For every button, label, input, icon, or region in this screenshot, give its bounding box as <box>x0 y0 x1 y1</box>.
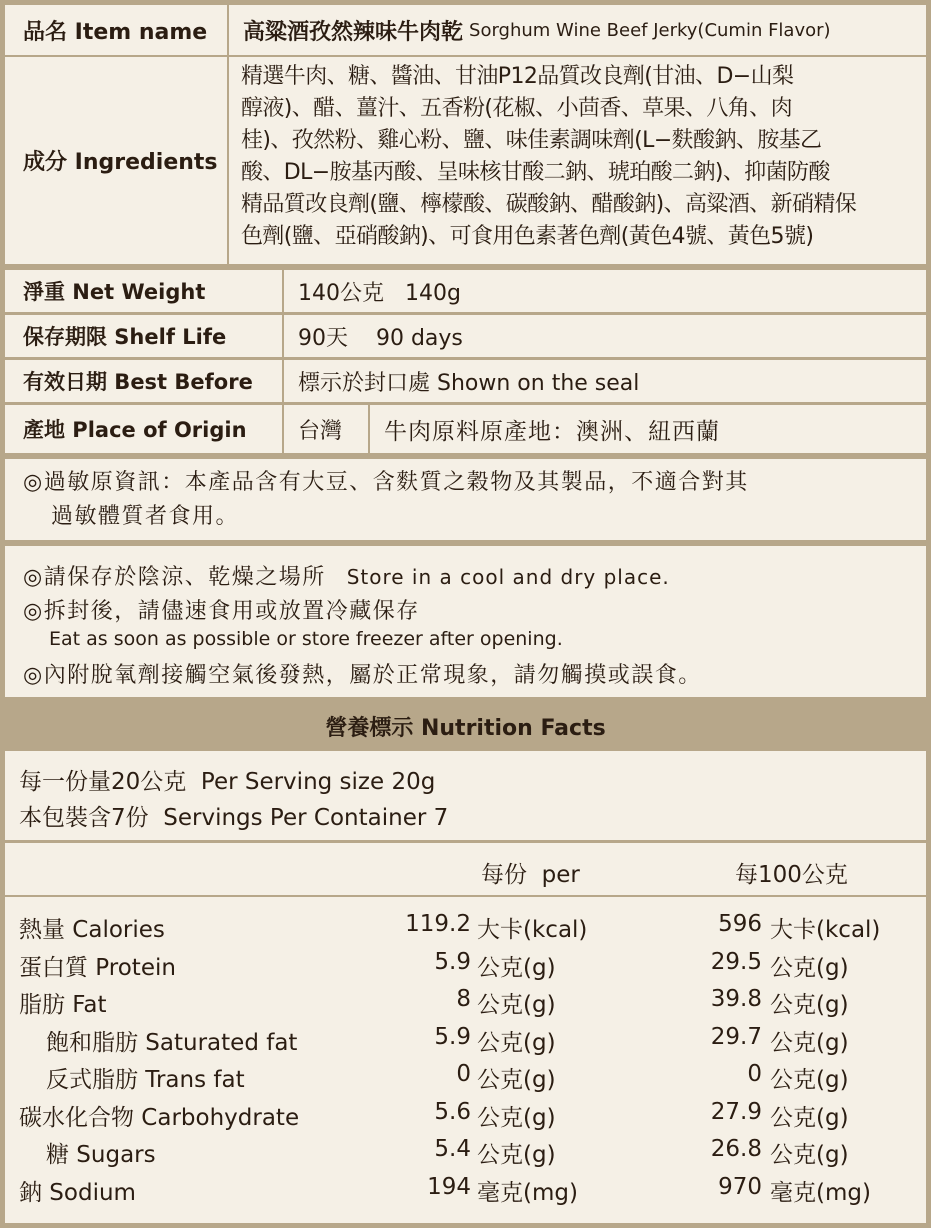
net-weight-row <box>5 270 926 312</box>
allergen-line: ◎過敏原資訊：本產品含有大豆、含麩質之穀物及其製品，不適合對其 <box>23 470 749 495</box>
origin-country: 台灣 <box>298 418 343 444</box>
nutrient-name: 飽和脂肪 Saturated fat <box>46 1030 298 1056</box>
nutrition-row <box>5 986 926 1023</box>
ingredients-label: 成分 Ingredients <box>23 150 218 175</box>
nutrition-row <box>5 949 926 986</box>
nutrient-value-per-100g: 29.5 <box>710 949 762 975</box>
nutrient-value-per-100g: 27.9 <box>710 1099 762 1125</box>
net-weight-label: 淨重 Net Weight <box>23 280 206 304</box>
storage-block <box>5 546 926 697</box>
nutrient-value-per-100g: 29.7 <box>710 1024 762 1050</box>
nutrient-unit: 公克(g) <box>770 955 849 981</box>
nutrient-unit: 公克(g) <box>770 992 849 1018</box>
ingredients-line: 精品質改良劑(鹽、檸檬酸、碳酸鈉、醋酸鈉)、高粱酒、新硝精保 <box>241 192 857 217</box>
shelf-life-row <box>5 315 926 357</box>
nutrient-unit: 公克(g) <box>477 1030 556 1056</box>
nutrient-unit: 公克(g) <box>770 1105 849 1131</box>
origin-row <box>5 405 926 453</box>
nutrient-value-per-100g: 596 <box>718 911 762 937</box>
ingredients-line: 酸、DL−胺基丙酸、呈味核甘酸二鈉、琥珀酸二鈉)、抑菌防酸 <box>241 160 830 185</box>
storage-line1-en: Store in a cool and dry place. <box>346 565 670 589</box>
column-per-100g: 每100公克 <box>735 862 848 888</box>
best-before-value: 標示於封口處 Shown on the seal <box>298 370 640 396</box>
ingredients-line: 桂)、孜然粉、雞心粉、鹽、味佳素調味劑(L−麩酸鈉、胺基乙 <box>241 128 822 153</box>
nutrient-name: 碳水化合物 Carbohydrate <box>19 1105 300 1131</box>
nutrient-unit: 公克(g) <box>477 1142 556 1168</box>
shelf-life-label: 保存期限 Shelf Life <box>23 325 227 349</box>
nutrient-name: 反式脂肪 Trans fat <box>46 1067 245 1093</box>
nutrient-value-per-100g: 26.8 <box>710 1136 762 1162</box>
serving-block <box>5 751 926 840</box>
nutrient-unit: 大卡(kcal) <box>770 917 881 943</box>
allergen-line: 過敏體質者食用。 <box>51 504 240 529</box>
nutrition-column-header <box>5 843 926 895</box>
nutrient-value-per-serving: 0 <box>456 1061 471 1087</box>
servings-per-container: 本包裝含7份 Servings Per Container 7 <box>19 805 449 831</box>
nutrition-row <box>5 911 926 948</box>
nutrition-row <box>5 1024 926 1061</box>
storage-line2-zh: ◎拆封後，請儘速食用或放置冷藏保存 <box>23 599 420 624</box>
best-before-row <box>5 360 926 402</box>
serving-size: 每一份量20公克 Per Serving size 20g <box>19 769 436 795</box>
nutrition-row <box>5 1136 926 1173</box>
shelf-life-value: 90天 90 days <box>298 325 463 351</box>
allergen-block <box>5 459 926 540</box>
item-name-zh: 高粱酒孜然辣味牛肉乾 <box>243 19 464 45</box>
nutrition-row <box>5 1061 926 1098</box>
nutrient-name: 熱量 Calories <box>19 917 165 943</box>
ingredients-line: 色劑(鹽、亞硝酸鈉)、可食用色素著色劑(黃色4號、黃色5號) <box>241 224 814 249</box>
item-name-row <box>5 5 926 55</box>
nutrition-row <box>5 1099 926 1136</box>
nutrient-unit: 公克(g) <box>477 992 556 1018</box>
storage-line3-zh: ◎內附脫氧劑接觸空氣後發熱，屬於正常現象，請勿觸摸或誤食。 <box>23 663 702 688</box>
nutrient-unit: 公克(g) <box>477 1067 556 1093</box>
best-before-label: 有效日期 Best Before <box>23 370 253 394</box>
ingredients-text <box>229 57 926 264</box>
nutrient-name: 鈉 Sodium <box>19 1180 136 1206</box>
item-name-label: 品名 Item name <box>23 19 208 45</box>
nutrient-unit: 公克(g) <box>770 1142 849 1168</box>
nutrient-unit: 公克(g) <box>770 1067 849 1093</box>
column-per-serving: 每份 per <box>481 862 580 888</box>
ingredients-line: 精選牛肉、糖、醬油、甘油P12品質改良劑(甘油、D−山梨 <box>241 64 794 89</box>
nutrient-unit: 毫克(mg) <box>477 1180 578 1206</box>
nutrient-unit: 毫克(mg) <box>770 1180 871 1206</box>
nutrient-value-per-100g: 39.8 <box>710 986 762 1012</box>
nutrient-value-per-serving: 5.4 <box>434 1136 471 1162</box>
item-name-value <box>229 5 926 55</box>
storage-line1-zh: ◎請保存於陰涼、乾燥之場所 <box>23 565 326 590</box>
nutrient-value-per-100g: 0 <box>747 1061 762 1087</box>
nutrient-value-per-serving: 8 <box>456 986 471 1012</box>
nutrient-value-per-serving: 5.9 <box>434 1024 471 1050</box>
item-name-en: Sorghum Wine Beef Jerky(Cumin Flavor) <box>469 19 831 41</box>
nutrient-name: 脂肪 Fat <box>19 992 107 1018</box>
storage-line <box>23 560 670 591</box>
net-weight-value: 140公克 140g <box>298 280 461 306</box>
ingredients-row <box>5 57 926 264</box>
nutrition-table <box>5 897 926 1223</box>
nutrient-name: 蛋白質 Protein <box>19 955 176 981</box>
nutrition-header: 營養標示 Nutrition Facts <box>0 703 931 749</box>
nutrient-unit: 大卡(kcal) <box>477 917 588 943</box>
nutrient-value-per-100g: 970 <box>718 1174 762 1200</box>
nutrient-value-per-serving: 119.2 <box>405 911 471 937</box>
nutrient-value-per-serving: 5.9 <box>434 949 471 975</box>
ingredients-line: 醇液)、醋、薑汁、五香粉(花椒、小茴香、草果、八角、肉 <box>241 96 792 121</box>
nutrient-unit: 公克(g) <box>477 955 556 981</box>
nutrient-unit: 公克(g) <box>770 1030 849 1056</box>
nutrient-value-per-serving: 5.6 <box>434 1099 471 1125</box>
nutrient-unit: 公克(g) <box>477 1105 556 1131</box>
nutrient-name: 糖 Sugars <box>46 1142 156 1168</box>
origin-raw-material: 牛肉原料原產地：澳洲、紐西蘭 <box>384 418 720 445</box>
nutrient-value-per-serving: 194 <box>427 1174 471 1200</box>
storage-line2-en: Eat as soon as possible or store freezer after opening. <box>49 628 563 650</box>
origin-label: 產地 Place of Origin <box>23 418 247 442</box>
nutrition-row <box>5 1174 926 1211</box>
